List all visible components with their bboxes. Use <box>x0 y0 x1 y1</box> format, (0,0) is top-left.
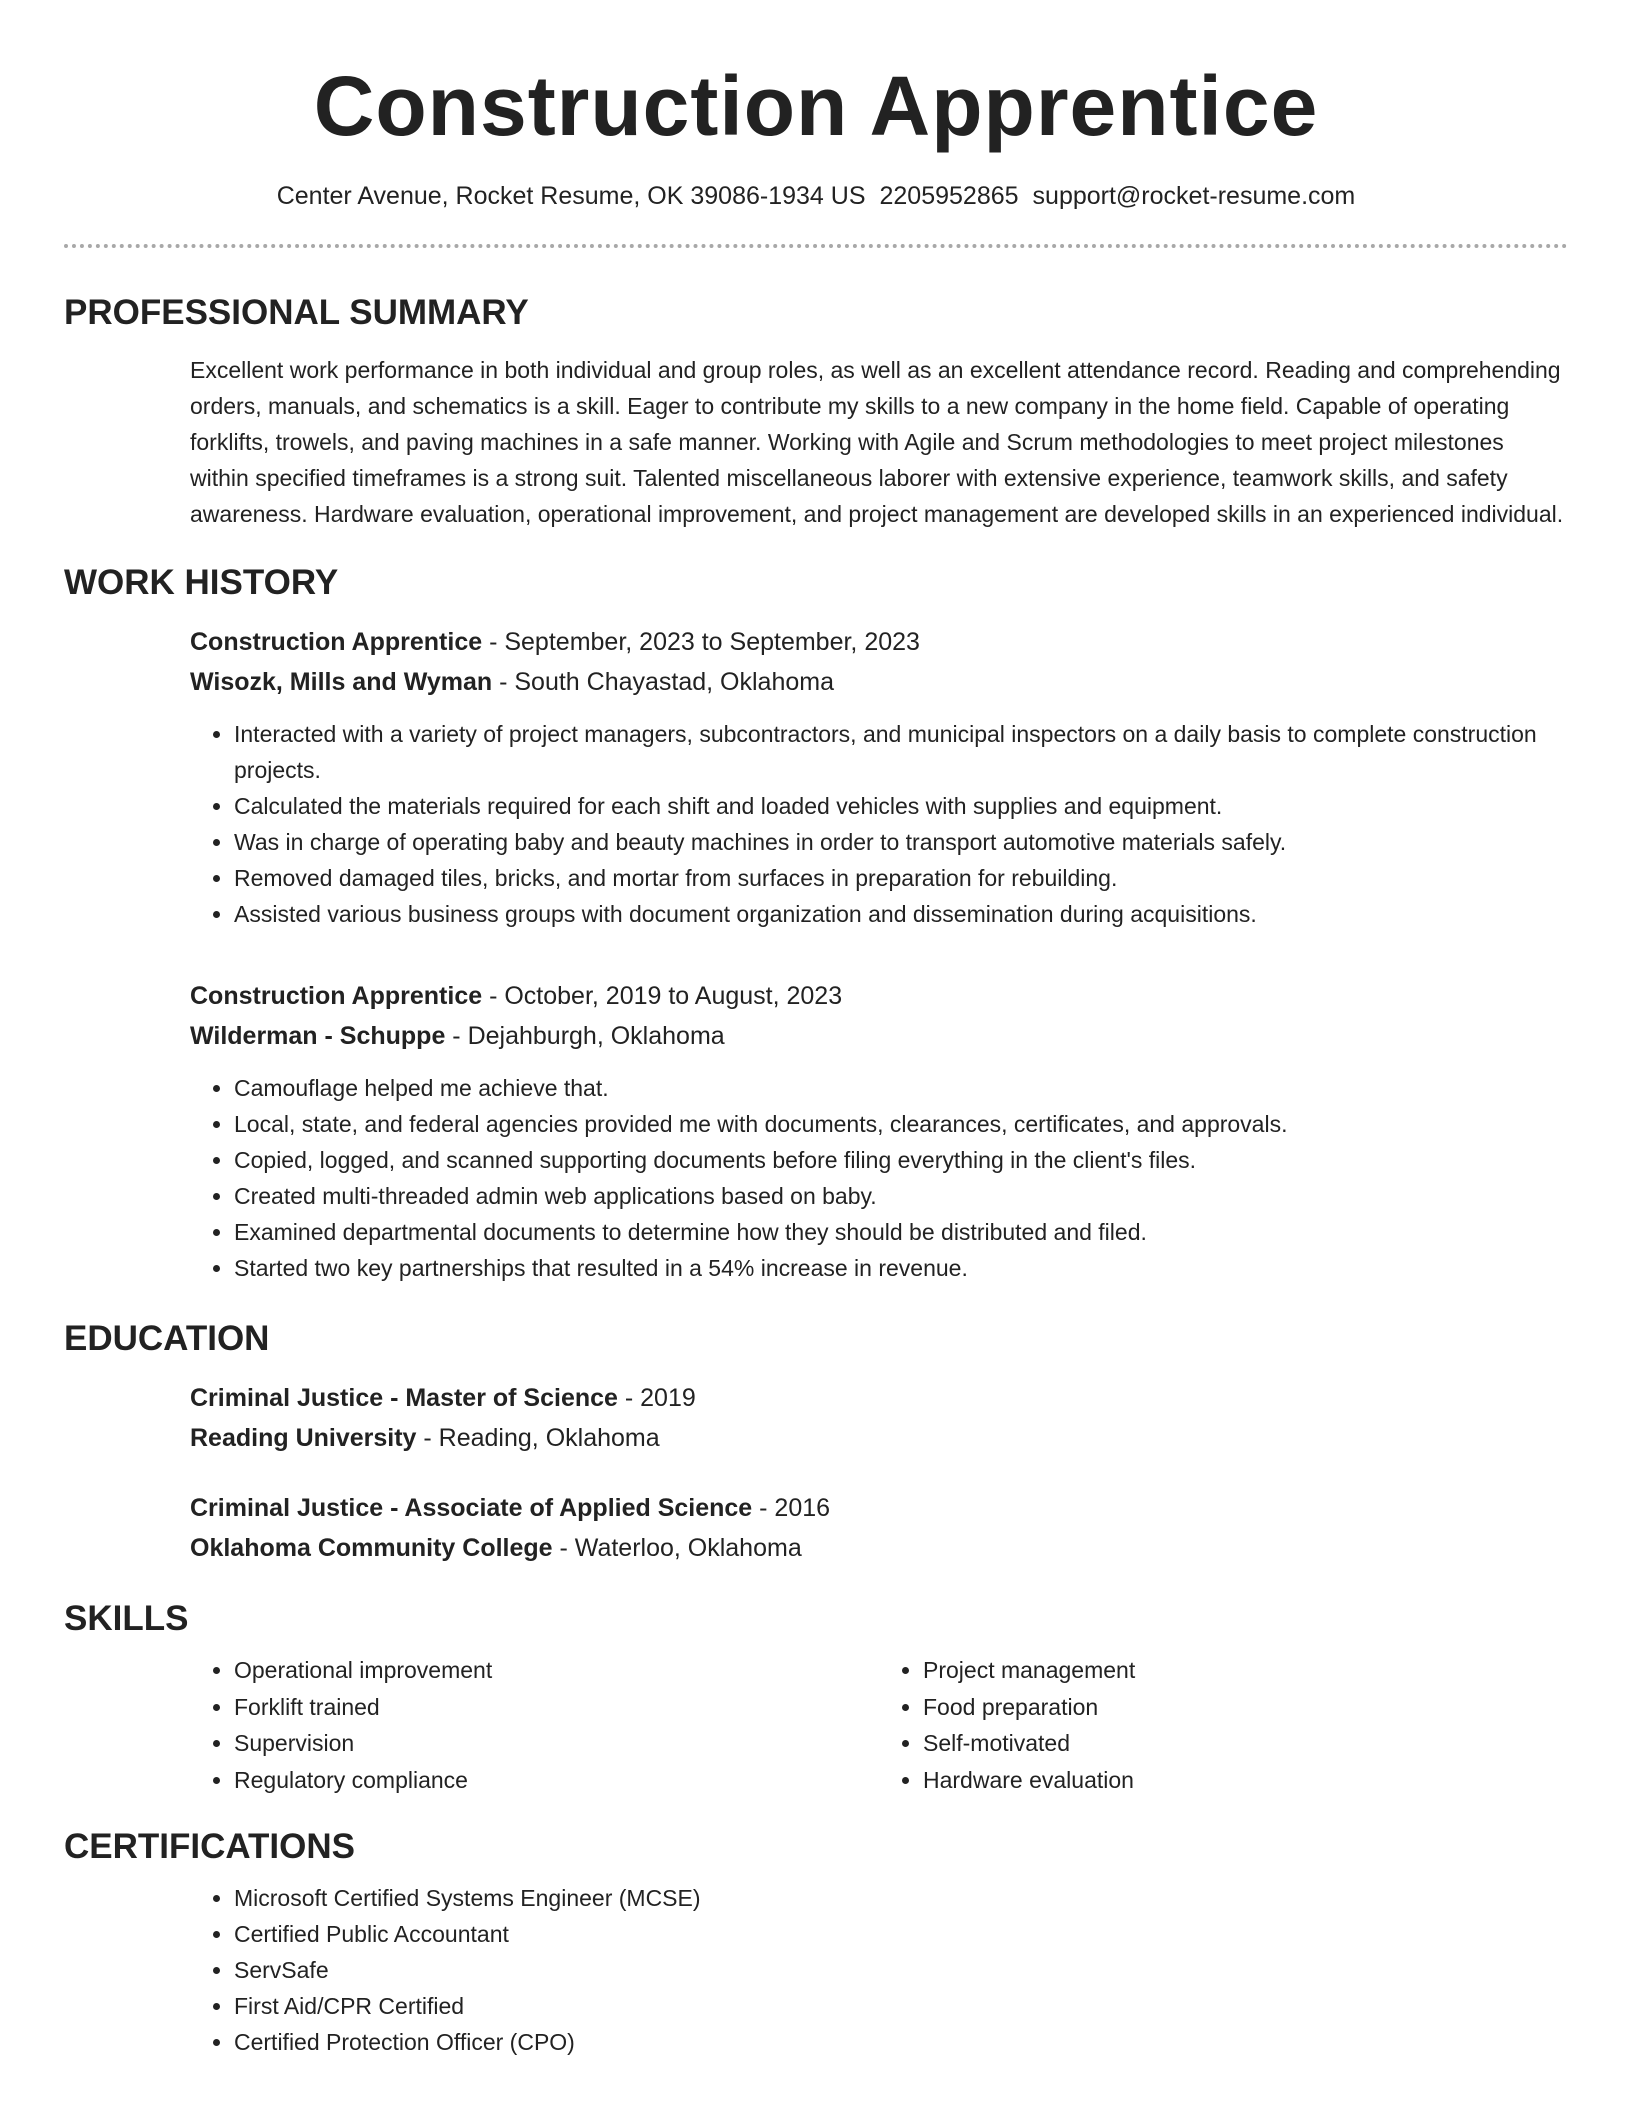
list-item: • Local, state, and federal agencies provided me with documents, clearances, certificates, and approvals. <box>234 1106 1568 1142</box>
list-item: • Supervision <box>234 1725 879 1762</box>
section-title-certifications: CERTIFICATIONS <box>64 1827 356 1866</box>
list-item: • Copied, logged, and scanned supporting documents before filing everything in the client's files. <box>234 1142 1568 1178</box>
list-item: • Was in charge of operating baby and beauty machines in order to transport automotive materials safely. <box>234 824 1568 860</box>
skills-section <box>64 1598 1568 1798</box>
job-title-line <box>190 976 1568 1016</box>
list-item: • Hardware evaluation <box>923 1762 1568 1799</box>
certifications-list <box>190 1880 1568 2060</box>
job-company: Wilderman - Schuppe <box>190 1022 446 1050</box>
list-item: • Camouflage helped me achieve that. <box>234 1070 1568 1106</box>
school-location: - Reading, Oklahoma <box>416 1424 660 1452</box>
list-item: • Microsoft Certified Systems Engineer (MCSE) <box>234 1880 1568 1916</box>
summary-text: Excellent work performance in both individual and group roles, as well as an excellent attendance record. Reading and comprehending orders, manuals, and schematics is a skill. Eager to contribute my skills to a new company in the home field. Capable of operating forklifts, trowels, and paving machines in a safe manner. Working with Agile and Scrum methodologies to meet project milestones within specified timeframes is a strong suit. Talented miscellaneous laborer with extensive experience, teamwork skills, and safety awareness. Hardware evaluation, operational improvement, and project management are developed skills in an experienced individual. <box>190 357 1564 527</box>
degree-line <box>190 1378 1568 1418</box>
list-item: • Removed damaged tiles, bricks, and mortar from surfaces in preparation for rebuilding. <box>234 860 1568 896</box>
education-section <box>64 1318 1568 1568</box>
section-title-skills: SKILLS <box>64 1599 189 1638</box>
degree-line <box>190 1488 1568 1528</box>
degree-year: - 2019 <box>617 1384 696 1412</box>
contact-email[interactable]: support@rocket-resume.com <box>1032 182 1356 210</box>
school-line <box>190 1418 1568 1458</box>
section-title-education: EDUCATION <box>64 1319 270 1358</box>
degree: Criminal Justice - Associate of Applied Science <box>190 1494 753 1522</box>
job-dates: - September, 2023 to September, 2023 <box>482 628 920 656</box>
job-dates: - October, 2019 to August, 2023 <box>482 982 843 1010</box>
list-item: • Examined departmental documents to determine how they should be distributed and filed. <box>234 1214 1568 1250</box>
list-item: • Regulatory compliance <box>234 1762 879 1799</box>
section-title-summary: PROFESSIONAL SUMMARY <box>64 293 529 332</box>
resume-name: Construction Apprentice <box>313 59 1319 153</box>
school-location: - Waterloo, Oklahoma <box>552 1534 802 1562</box>
school: Reading University <box>190 1424 417 1452</box>
degree: Criminal Justice - Master of Science <box>190 1384 618 1412</box>
job-bullets <box>190 716 1568 932</box>
contact-address: Center Avenue, Rocket Resume, OK 39086-1934 US <box>276 182 866 210</box>
education-entry <box>190 1378 1568 1458</box>
list-item: • Certified Protection Officer (CPO) <box>234 2024 1568 2060</box>
list-item: • Forklift trained <box>234 1689 879 1726</box>
list-item: • Food preparation <box>923 1689 1568 1726</box>
job-company-line <box>190 662 1568 702</box>
job-company-line <box>190 1016 1568 1056</box>
list-item: • Assisted various business groups with document organization and dissemination during acquisitions. <box>234 896 1568 932</box>
list-item: • Started two key partnerships that resulted in a 54% increase in revenue. <box>234 1250 1568 1286</box>
skills-list-right <box>879 1652 1568 1798</box>
header-divider <box>64 244 1568 248</box>
list-item: • Certified Public Accountant <box>234 1916 1568 1952</box>
skills-columns <box>190 1652 1568 1798</box>
education-entry <box>190 1488 1568 1568</box>
school: Oklahoma Community College <box>190 1534 553 1562</box>
list-item: • Self-motivated <box>923 1725 1568 1762</box>
list-item: • Project management <box>923 1652 1568 1689</box>
job-role: Construction Apprentice <box>190 982 483 1010</box>
job-title-line <box>190 622 1568 662</box>
summary-section <box>64 292 1568 532</box>
list-item: • Calculated the materials required for each shift and loaded vehicles with supplies and equipment. <box>234 788 1568 824</box>
job-location: - South Chayastad, Oklahoma <box>492 668 835 696</box>
skills-list-left <box>190 1652 879 1798</box>
job-bullets <box>190 1070 1568 1286</box>
list-item: • Created multi-threaded admin web applications based on baby. <box>234 1178 1568 1214</box>
job-location: - Dejahburgh, Oklahoma <box>445 1022 725 1050</box>
contact-line <box>64 180 1568 212</box>
school-line <box>190 1528 1568 1568</box>
section-title-work-history: WORK HISTORY <box>64 563 339 602</box>
degree-year: - 2016 <box>752 1494 831 1522</box>
contact-phone: 2205952865 <box>879 182 1019 210</box>
job-entry <box>190 976 1568 1286</box>
list-item: • Interacted with a variety of project managers, subcontractors, and municipal inspectors on a daily basis to complete construction projects. <box>234 716 1568 788</box>
job-role: Construction Apprentice <box>190 628 483 656</box>
job-company: Wisozk, Mills and Wyman <box>190 668 493 696</box>
job-entry <box>190 622 1568 932</box>
list-item: • ServSafe <box>234 1952 1568 1988</box>
list-item: • First Aid/CPR Certified <box>234 1988 1568 2024</box>
work-history-section <box>64 562 1568 1286</box>
certifications-section <box>64 1826 1568 2060</box>
list-item: • Operational improvement <box>234 1652 879 1689</box>
